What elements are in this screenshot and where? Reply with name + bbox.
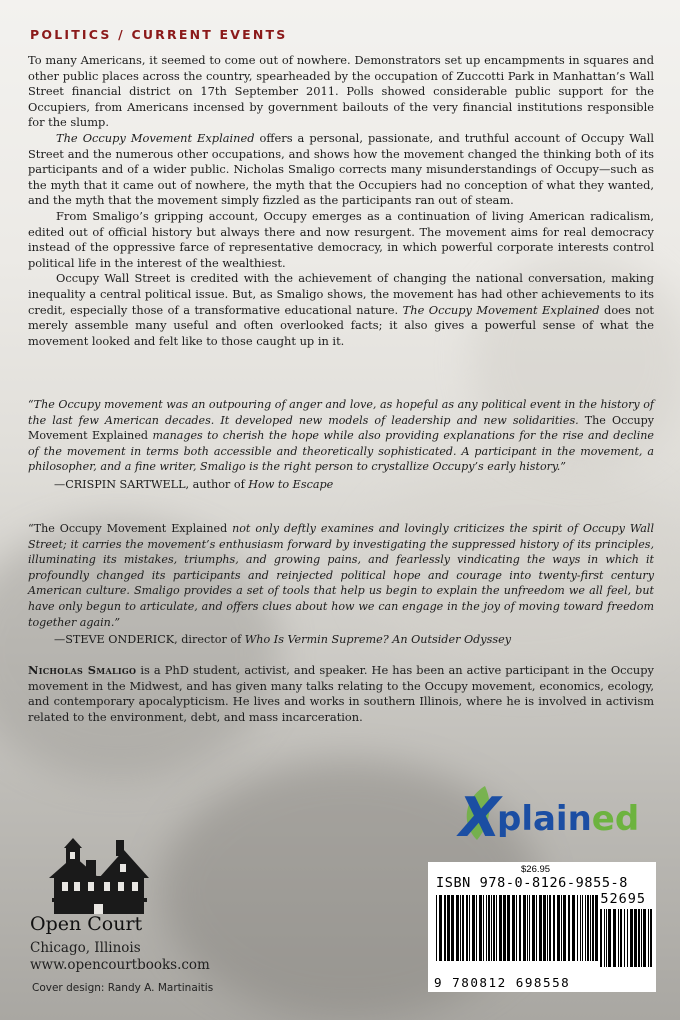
barcode-bar xyxy=(553,895,555,961)
paragraph-text: does not merely assemble many useful and often overlooked facts; it also gives a powerful sense of what the movement looked and felt like to those caught up in it. xyxy=(28,302,655,348)
barcode-bar xyxy=(499,895,502,961)
barcode-bar xyxy=(516,895,517,961)
barcode-bar xyxy=(456,895,459,961)
description-paragraph: To many Americans, it seemed to come out of nowhere. Demonstrators set up encampments in squares and other public places across the country, spearheaded by the occupation of Zuccotti Park in Manhattan’s Wall Street financial district on 17th September 2011. Polls showed considerable public support for the Occupiers, from Americans incensed by government bailouts of the very financial institutions responsible for the slump. xyxy=(28,53,654,130)
book-title: The Occupy Movement Explained xyxy=(402,302,600,317)
barcode-bar xyxy=(503,895,506,961)
barcode-bar xyxy=(572,895,575,961)
barcode-bar xyxy=(460,895,461,961)
isbn-text: ISBN 978-0-8126-9855-8 xyxy=(436,875,629,891)
barcode-bar xyxy=(549,895,551,961)
barcode-bar xyxy=(444,895,446,961)
barcode-bar xyxy=(523,895,526,961)
barcode-bar xyxy=(436,895,437,961)
barcode-bar xyxy=(600,909,602,967)
barcode-bar xyxy=(462,895,464,961)
barcode-bar xyxy=(650,909,652,967)
barcode-bar xyxy=(488,895,490,961)
barcode-bar xyxy=(493,895,495,961)
barcode-bar xyxy=(608,909,611,967)
category-label: POLITICS / CURRENT EVENTS xyxy=(30,27,288,42)
barcode-bar xyxy=(472,895,475,961)
barcode-bar xyxy=(577,895,578,961)
barcode-bar xyxy=(643,909,646,967)
barcode-bar xyxy=(604,909,605,967)
barcode-bar xyxy=(547,895,548,961)
barcode-bar xyxy=(590,895,591,961)
quote-part: “The Occupy movement was an outpouring of anger and love, as hopeful as any political event in the history of the last few American decades. It developed new models of leadership and new solidarities. xyxy=(28,398,654,427)
barcode-bar xyxy=(585,895,586,961)
barcode-bar xyxy=(491,895,492,961)
barcode-bar xyxy=(486,895,487,961)
ean-barcode-bars xyxy=(436,895,600,961)
book-title: “The Occupy Movement Explained xyxy=(28,522,228,535)
quote-text xyxy=(28,521,654,630)
description-paragraph xyxy=(28,271,654,349)
xplained-x-letter: X xyxy=(459,786,501,848)
ean-digits: 9 780812 698558 xyxy=(434,975,571,990)
barcode-bar xyxy=(630,909,633,967)
paragraph-text: Occupy Wall Street is credited with the achievement of changing the national conversation, making inequality a central political issue. But, as Smaligo shows, the movement has had other achievements to its credit, especially those of a transformative educational nature. xyxy=(28,271,654,317)
barcode-bar xyxy=(447,895,450,961)
barcode-bar xyxy=(476,895,477,961)
description-paragraph: From Smaligo’s gripping account, Occupy emerges as a continuation of living American radicalism, edited out of official history but always there and now resurgent. The movement aims for real democracy instead of the oppressive farce of representative democracy, in which powerful corporate interests control political life in the interest of the wealthiest. xyxy=(28,208,654,270)
attribution-text: —STEVE ONDERICK, director of xyxy=(54,633,245,647)
quote-attribution xyxy=(54,632,654,648)
quote-text xyxy=(28,397,654,475)
isbn-barcode xyxy=(428,862,656,992)
barcode-bar xyxy=(519,895,521,961)
open-court-house-icon xyxy=(44,836,154,916)
barcode-bar xyxy=(451,895,454,961)
author-bio xyxy=(28,663,654,725)
supplement-barcode-bars xyxy=(600,909,652,967)
barcode-bar xyxy=(466,895,468,961)
barcode-bar xyxy=(563,895,566,961)
xplained-series-logo xyxy=(455,778,645,848)
barcode-bar xyxy=(634,909,637,967)
barcode-bar xyxy=(507,895,510,961)
barcode-bar xyxy=(568,895,570,961)
xplained-logo-text-part2: ed xyxy=(591,799,640,839)
book-title: The Occupy Movement Explained xyxy=(28,413,655,443)
barcode-bar xyxy=(483,895,484,961)
barcode-bar xyxy=(561,895,562,961)
barcode-bar xyxy=(618,909,619,967)
attribution-book-title: How to Escape xyxy=(248,477,334,491)
description-text xyxy=(28,53,654,349)
barcode-bar xyxy=(539,895,542,961)
barcode-bar xyxy=(595,895,598,961)
barcode-bar xyxy=(592,895,594,961)
barcode-bar xyxy=(543,895,546,961)
publisher-url: www.opencourtbooks.com xyxy=(30,957,210,973)
paragraph-text: offers a personal, passionate, and truthful account of Occupy Wall Street and the numerous other occupations, and shows how the movement changed the thinking both of its participants and of a wider public. Nicholas Smaligo corrects many misunderstandings of Occupy—such as the myth that it came out of nowhere, the myth that the Occupiers had no conception of what they wanted, and the myth that the movement simply fizzled as the participants ran out of steam. xyxy=(28,130,654,208)
barcode-bar xyxy=(620,909,622,967)
xplained-logo-text-part1: plain xyxy=(497,799,592,839)
barcode-bar xyxy=(536,895,537,961)
book-title: The Occupy Movement Explained xyxy=(56,130,255,145)
barcode-bar xyxy=(557,895,560,961)
cover-design-credit: Cover design: Randy A. Martinaitis xyxy=(32,982,214,994)
barcode-bar xyxy=(512,895,515,961)
quote-attribution xyxy=(54,477,654,493)
barcode-bar xyxy=(580,895,581,961)
attribution-book-title: Who Is Vermin Supreme? An Outsider Odyssey xyxy=(244,633,512,647)
author-name: Nicholas Smaligo xyxy=(28,663,137,677)
quote-part: not only deftly examines and lovingly criticizes the spirit of Occupy Wall Street; it carries the movement’s enthusiasm forward by investigating the suppressed history of its principles, illuminating its mistakes, triumphs, and growing pains, and fearlessly vindicating the ways in which it profoundly changed its participants and reinjected political hope and courage into twenty-first century American culture. Smaligo provides a set of tools that help us begin to explain the unfreedom we all feel, but have only begun to articulate, and offers clues about how we can engage in the joy of moving toward freedom together again.” xyxy=(28,522,654,629)
publisher-city: Chicago, Illinois xyxy=(30,940,141,956)
quote-part: manages to cherish the hope while also providing explanations for the rise and decline of the movement in terms both accessible and theoretically sophisticated. A participant in the movement, a philosopher, and a fine writer, Smaligo is the right person to crystallize Occupy’s early history.” xyxy=(28,429,654,474)
publisher-name: Open Court xyxy=(30,913,143,935)
barcode-bar xyxy=(479,895,482,961)
blurb-quote-sartwell xyxy=(28,397,654,493)
barcode-bar xyxy=(469,895,470,961)
barcode-bar xyxy=(638,909,640,967)
xplained-logo-text xyxy=(497,799,639,839)
barcode-bar xyxy=(624,909,625,967)
barcode-bar xyxy=(439,895,442,961)
barcode-bar xyxy=(532,895,535,961)
price-supplement-number: 52695 xyxy=(600,891,646,907)
barcode-bar xyxy=(606,909,607,967)
barcode-bar xyxy=(529,895,530,961)
barcode-bar xyxy=(582,895,583,961)
barcode-bar xyxy=(496,895,497,961)
blurb-quote-onderick xyxy=(28,521,654,648)
barcode-bar xyxy=(527,895,528,961)
price-label: $26.95 xyxy=(521,864,551,875)
barcode-bar xyxy=(613,909,616,967)
barcode-bar xyxy=(587,895,589,961)
barcode-bar xyxy=(648,909,649,967)
barcode-bar xyxy=(627,909,628,967)
attribution-text: —CRISPIN SARTWELL, author of xyxy=(54,477,249,491)
barcode-bar xyxy=(641,909,642,967)
description-paragraph xyxy=(28,131,654,209)
bio-text: is a PhD student, activist, and speaker. He has been an active participant in the Occupy movement in the Midwest, and has given many talks relating to the Occupy movement, economics, ecology, and contemporary apocalypticism. He lives and works in southern Illinois, where he is involved in activism related to the environment, debt, and mass incarceration. xyxy=(28,663,654,724)
